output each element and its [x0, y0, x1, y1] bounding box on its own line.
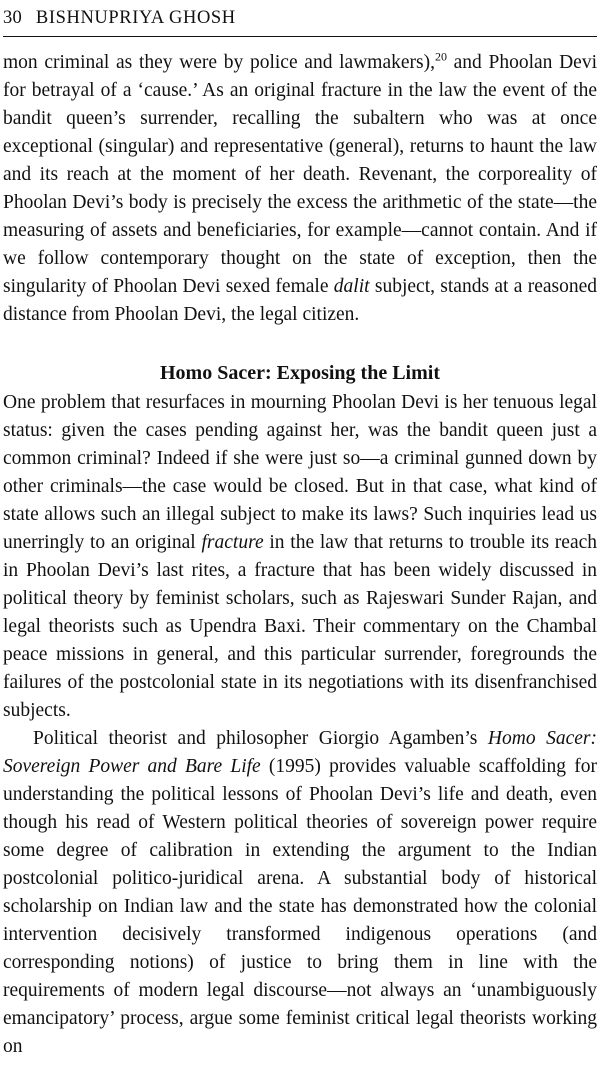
header-rule [3, 36, 597, 37]
running-head-author: BISHNUPRIYA GHOSH [35, 7, 236, 28]
page-number: 30 [3, 7, 22, 28]
paragraph-2-text-b: in the law that returns to trouble its reach in Phoolan Devi’s last rites, a fracture that has been widely discussed in political theory by feminist scholars, such as Rajeswari Sunder Rajan, and legal theorists such as Upendra Baxi. Their commentary on the Chambal peace missions in general, and this particular surrender, foregrounds the failures of the postcolonial state in its negotiations with its disenfranchised subjects. [3, 532, 598, 721]
paragraph-1-text-a: mon criminal as they were by police and lawmakers), [3, 52, 435, 73]
footnote-ref-20: 20 [434, 49, 447, 64]
running-head [3, 0, 597, 36]
paragraph-2-text-a: One problem that resurfaces in mourning Phoolan Devi is her tenuous legal status: given the cases pending against her, was the bandit queen just a common criminal? Indeed if she were just so—a criminal gunned down by other criminals—the case would be closed. But in that case, what kind of state allows such an illegal subject to make its laws? Such inquiries lead us unerringly to an original [3, 392, 597, 553]
book-title-homo-sacer: Homo Sacer: Sovereign Power and Bare Life [3, 728, 598, 777]
paragraph-1-text-c: subject, stands at a reasoned distance from Phoolan Devi, the legal citizen. [3, 276, 598, 325]
paragraph-2-emphasis: fracture [201, 532, 264, 553]
paragraph-3 [3, 725, 597, 1061]
paragraph-1 [3, 49, 597, 329]
paragraph-3-text-b: (1995) provides valuable scaffolding for understanding the political lessons of Phoolan Devi’s life and death, even though his read of Western political theories of sovereign power require some degree of calibration in extending the argument to the Indian postcolonial politico-juridical arena. A substantial body of historical scholarship on Indian law and the state has demonstrated how the colonial intervention decisively transformed indigenous operations (and corresponding notions) of justice to bring them in line with the requirements of modern legal discourse—not always an ‘unambiguously emancipatory’ process, argue some feminist critical legal theorists working on [3, 756, 597, 1057]
paragraph-1-text-b: and Phoolan Devi for betrayal of a ‘cause.’ As an original fracture in the law the event of the bandit queen’s surrender, recalling the subaltern who was at once exceptional (singular) and representative (general), returns to haunt the law and its reach at the moment of her death. Revenant, the corporeality of Phoolan Devi’s body is precisely the excess the arithmetic of the state—the measuring of assets and beneficiaries, for example—cannot contain. And if we follow contemporary thought on the state of exception, then the singularity of Phoolan Devi sexed female [3, 52, 598, 297]
paragraph-2 [3, 389, 597, 725]
paragraph-1-emphasis: dalit [333, 276, 370, 297]
paragraph-3-text-a: Political theorist and philosopher Giorgio Agamben’s [33, 728, 488, 749]
section-heading: Homo Sacer: Exposing the Limit [160, 362, 440, 384]
